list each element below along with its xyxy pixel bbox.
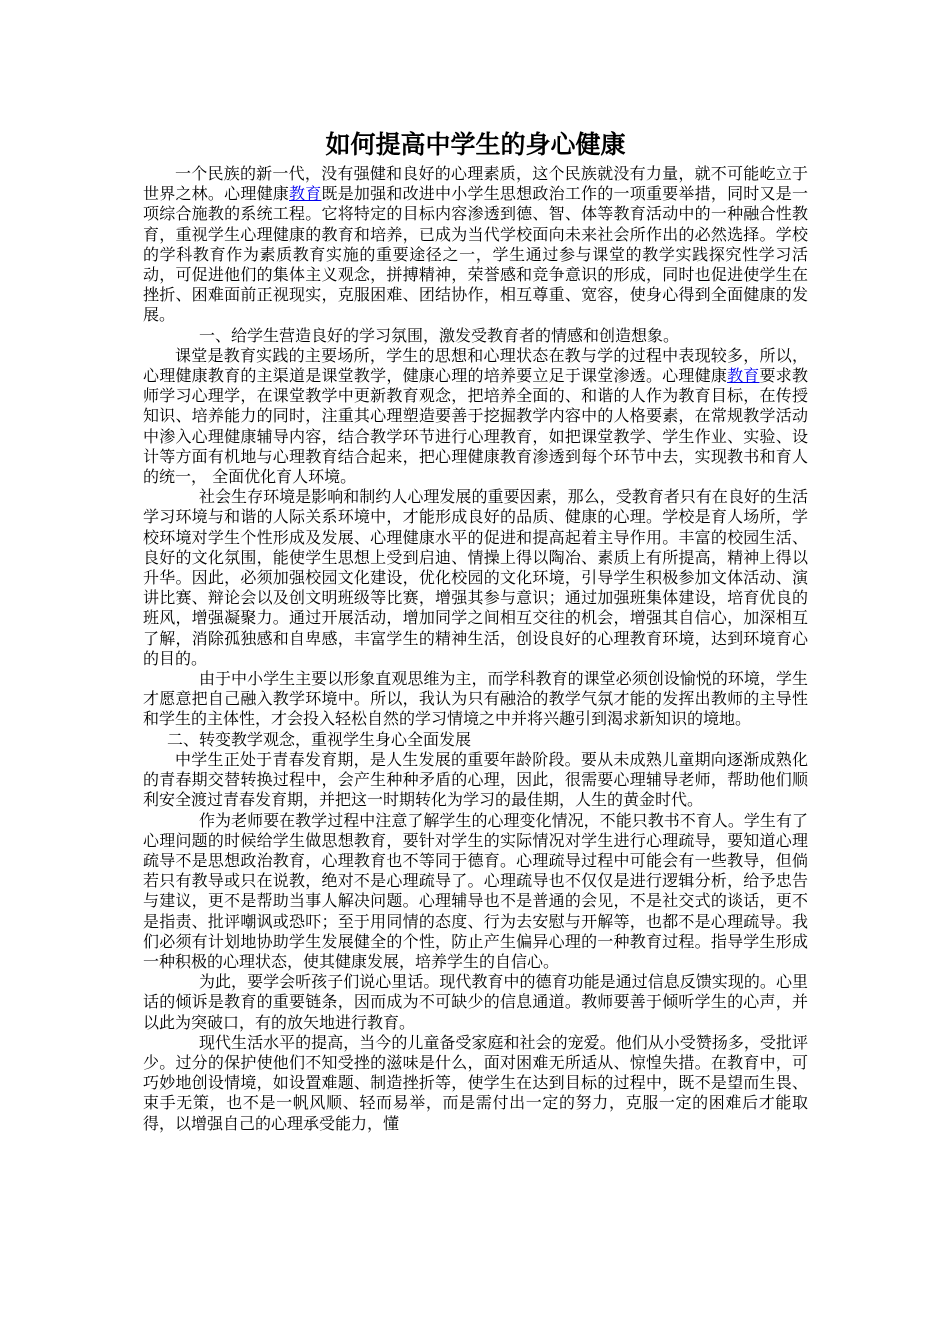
- paragraph-text: 既是加强和改进中小学生思想政治工作的一项重要举措，同时又是一项综合施教的系统工程。它将特定的目标内容渗透到德、智、体等教育活动中的一种融合性教育，重视学生心理健康的教育和培养，已成为当代学校面向未来社会所作出的必然选择。学校的学科教育作为素质教育实施的重要途径之一，学生通过参与课堂的教学实践探究性学习活动，可促进他们的集体主义观念，拼搏精神，荣誉感和竞争意识的形成，同时也促进使学生在挫折、困难面前正视现实，克服困难、团结协作，相互尊重、宽容，使身心得到全面健康的发展。: [143, 184, 808, 325]
- paragraph-6: 作为老师要在教学过程中注意了解学生的心理变化情况，不能只教书不育人。学生有了心理问题的时候给学生做思想教育，要针对学生的实际情况对学生进行心理疏导，要知道心理疏导不是思想政治教育，心理教育也不等同于德育。心理疏导过程中可能会有一些教导，但倘若只有教导或只在说教，绝对不是心理疏导了。心理疏导也不仅仅是进行逻辑分析，给予忠告与建议，更不是帮助当事人解决问题。心理辅导也不是普通的会见，不是社交式的谈话，更不是指责、批评嘲讽或恐吓；至于用同情的态度、行为去安慰与开解等，也都不是心理疏导。我们必须有计划地协助学生发展健全的个性，防止产生偏异心理的一种教育过程。指导学生形成一种积极的心理状态，使其健康发展，培养学生的自信心。: [143, 810, 808, 971]
- paragraph-text: 一个民族的新一代，没有强健和良好的心理素质，这个民族就没有力量，就不可能屹立于世界之林。心理健康: [143, 164, 808, 204]
- document-page: [143, 128, 808, 1134]
- keyword-link[interactable]: 教育: [727, 366, 760, 386]
- section-heading-1: 一、给学生营造良好的学习氛围，激发受教育者的情感和创造想象。: [199, 325, 680, 345]
- paragraph-3: 社会生存环境是影响和制约人心理发展的重要因素，那么，受教育者只有在良好的生活学习环境与和谐的人际关系环境中，才能形成良好的品质、健康的心理。学校是育人场所，学校环境对学生个性形成及发展、心理健康水平的促进和提高起着主导作用。丰富的校园生活、良好的文化氛围，能使学生思想上受到启迪、情操上得以陶冶、素质上有所提高，精神上得以升华。因此，必须加强校园文化建设，优化校园的文化环境，引导学生积极参加文体活动、演讲比赛、辩论会以及创文明班级等比赛，增强其参与意识；通过加强班集体建设，培育优良的班风，增强凝聚力。通过开展活动，增加同学之间相互交往的机会，增强其自信心，加深相互了解，消除孤独感和自卑感，丰富学生的精神生活，创设良好的心理教育环境，达到环境育心的目的。: [143, 487, 808, 668]
- paragraph-8: 现代生活水平的提高，当今的儿童备受家庭和社会的宠爱。他们从小受赞扬多，受批评少。过分的保护使他们不知受挫的滋味是什么，面对困难无所适从、惊惶失措。在教育中，可巧妙地创设情境，如设置难题、制造挫折等，使学生在达到目标的过程中，既不是望而生畏、束手无策，也不是一帆风顺、轻而易举，而是需付出一定的努力，克服一定的困难后才能取得，以增强自己的心理承受能力，懂: [143, 1032, 808, 1133]
- paragraph-text: 要求教师学习心理学，在课堂教学中更新教育观念，把培养全面的、和谐的人作为教育目标，在传授知识、培养能力的同时，注重其心理塑造要善于挖掘教学内容中的人格要素，在常规教学活动中渗入心理健康辅导内容，结合教学环节进行心理教育，如把课堂教学、学生作业、实验、设计等方面有机地与心理教育结合起来，把心理健康教育渗透到每个环节中去，实现教书和育人的统一， 全面优化育人环境。: [143, 366, 808, 487]
- paragraph-text: 课堂是教育实践的主要场所，学生的思想和心理状态在教与学的过程中表现较多，所以，心理健康教育的主渠道是课堂教学，健康心理的培养要立足于课堂渗透。心理健康: [143, 345, 808, 386]
- paragraph-1: [143, 164, 808, 326]
- paragraph-4: 由于中小学生主要以形象直观思维为主，而学科教育的课堂必须创设愉悦的环境，学生才愿意把自己融入教学环境中。所以，我认为只有融洽的教学气氛才能的发挥出教师的主导性和学生的主体性，才会投入轻松自然的学习情境之中并将兴趣引到渴求新知识的境地。: [143, 669, 808, 729]
- paragraph-5: 中学生正处于青春发育期，是人生发展的重要年龄阶段。要从未成熟儿童期向逐渐成熟化的青春期交替转换过程中，会产生种种矛盾的心理，因此，很需要心理辅导老师，帮助他们顺利安全渡过青春发育期，并把这一时期转化为学习的最佳期，人生的黄金时代。: [143, 749, 808, 810]
- document-title: 如何提高中学生的身心健康: [325, 130, 626, 159]
- section-heading-2: 二、转变教学观念，重视学生身心全面发展: [167, 729, 472, 749]
- keyword-link[interactable]: 教育: [289, 184, 322, 204]
- paragraph-2: [143, 346, 808, 487]
- paragraph-7: 为此，要学会听孩子们说心里话。现代教育中的德育功能是通过信息反馈实现的。心里话的倾诉是教育的重要链条，因而成为不可缺少的信息通道。教师要善于倾听学生的心声，并以此为突破口，有的放矢地进行教育。: [143, 972, 808, 1032]
